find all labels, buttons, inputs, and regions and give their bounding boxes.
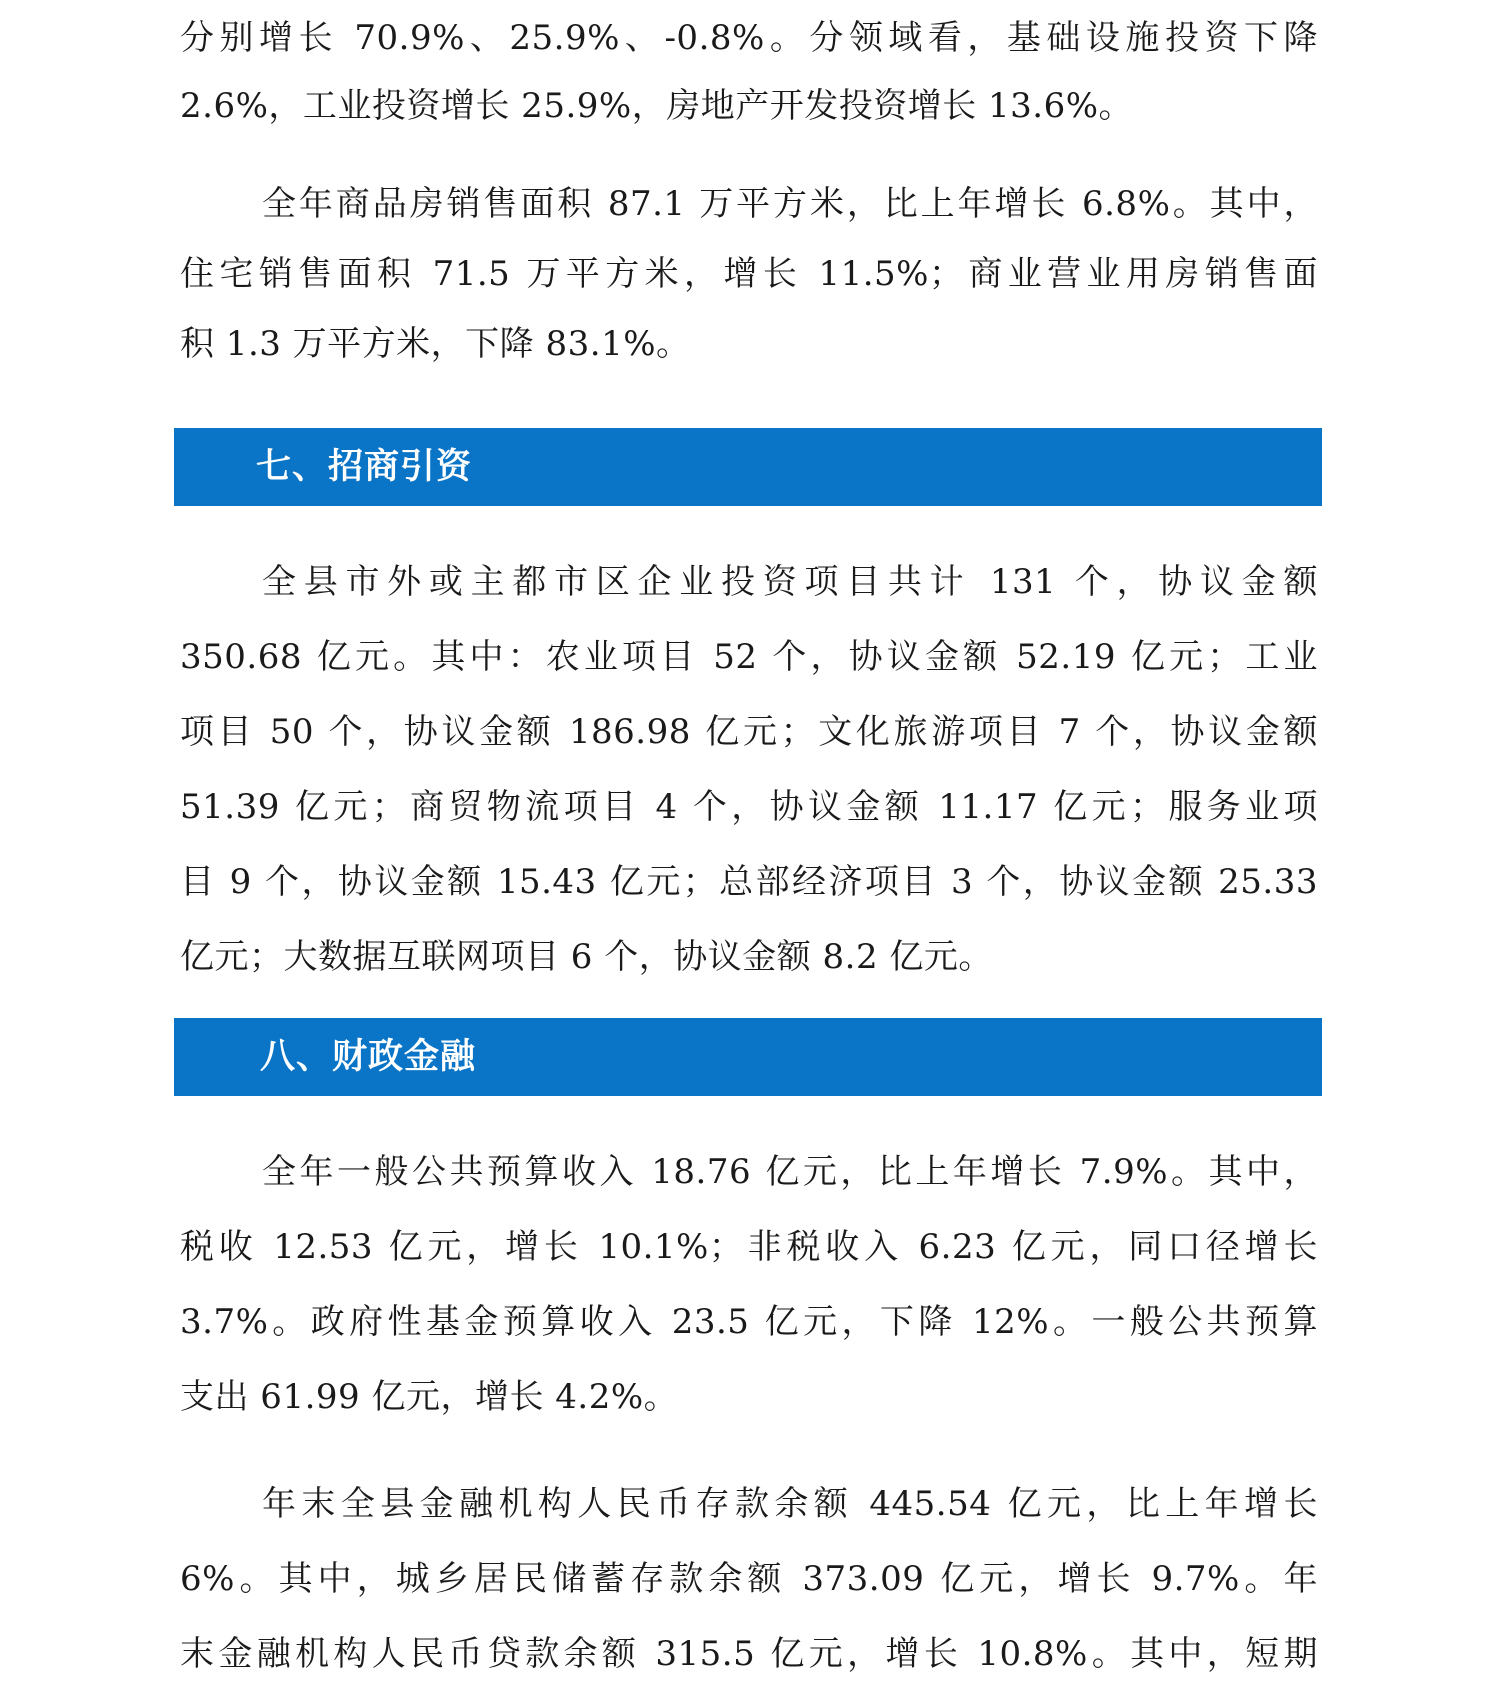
- text-line: 51.39 亿元；商贸物流项目 4 个，协议金额 11.17 亿元；服务业项: [180, 787, 1318, 827]
- text-line: 3.7%。政府性基金预算收入 23.5 亿元，下降 12%。一般公共预算: [180, 1302, 1318, 1342]
- text-line: 住宅销售面积 71.5 万平方米，增长 11.5%；商业营业用房销售面: [180, 254, 1318, 294]
- section-header-investment-attraction: [174, 428, 1322, 506]
- text-line: 税收 12.53 亿元，增长 10.1%；非税收入 6.23 亿元，同口径增长: [180, 1227, 1318, 1267]
- text-line: 分别增长 70.9%、25.9%、-0.8%。分领域看，基础设施投资下降: [180, 18, 1318, 58]
- text-line: 350.68 亿元。其中：农业项目 52 个，协议金额 52.19 亿元；工业: [180, 637, 1318, 677]
- section-title: 七、招商引资: [256, 447, 473, 487]
- text-line: 项目 50 个，协议金额 186.98 亿元；文化旅游项目 7 个，协议金额: [180, 712, 1318, 752]
- text-line: 目 9 个，协议金额 15.43 亿元；总部经济项目 3 个，协议金额 25.33: [180, 862, 1318, 902]
- text-line: 支出 61.99 亿元，增长 4.2%。: [180, 1377, 679, 1417]
- text-line: 全年一般公共预算收入 18.76 亿元，比上年增长 7.9%。其中，: [262, 1152, 1318, 1192]
- text-line: 年末全县金融机构人民币存款余额 445.54 亿元，比上年增长: [262, 1484, 1318, 1524]
- text-line: 全年商品房销售面积 87.1 万平方米，比上年增长 6.8%。其中，: [262, 184, 1318, 224]
- text-line: 末金融机构人民币贷款余额 315.5 亿元，增长 10.8%。其中，短期: [180, 1634, 1318, 1674]
- text-line: 全县市外或主都市区企业投资项目共计 131 个，协议金额: [262, 562, 1318, 602]
- text-line: 亿元；大数据互联网项目 6 个，协议金额 8.2 亿元。: [180, 937, 993, 977]
- text-line: 积 1.3 万平方米，下降 83.1%。: [180, 324, 691, 364]
- section-header-finance: [174, 1018, 1322, 1096]
- text-line: 6%。其中，城乡居民储蓄存款余额 373.09 亿元，增长 9.7%。年: [180, 1559, 1318, 1599]
- section-title: 八、财政金融: [260, 1037, 477, 1077]
- text-line: 2.6%，工业投资增长 25.9%，房地产开发投资增长 13.6%。: [180, 86, 1134, 126]
